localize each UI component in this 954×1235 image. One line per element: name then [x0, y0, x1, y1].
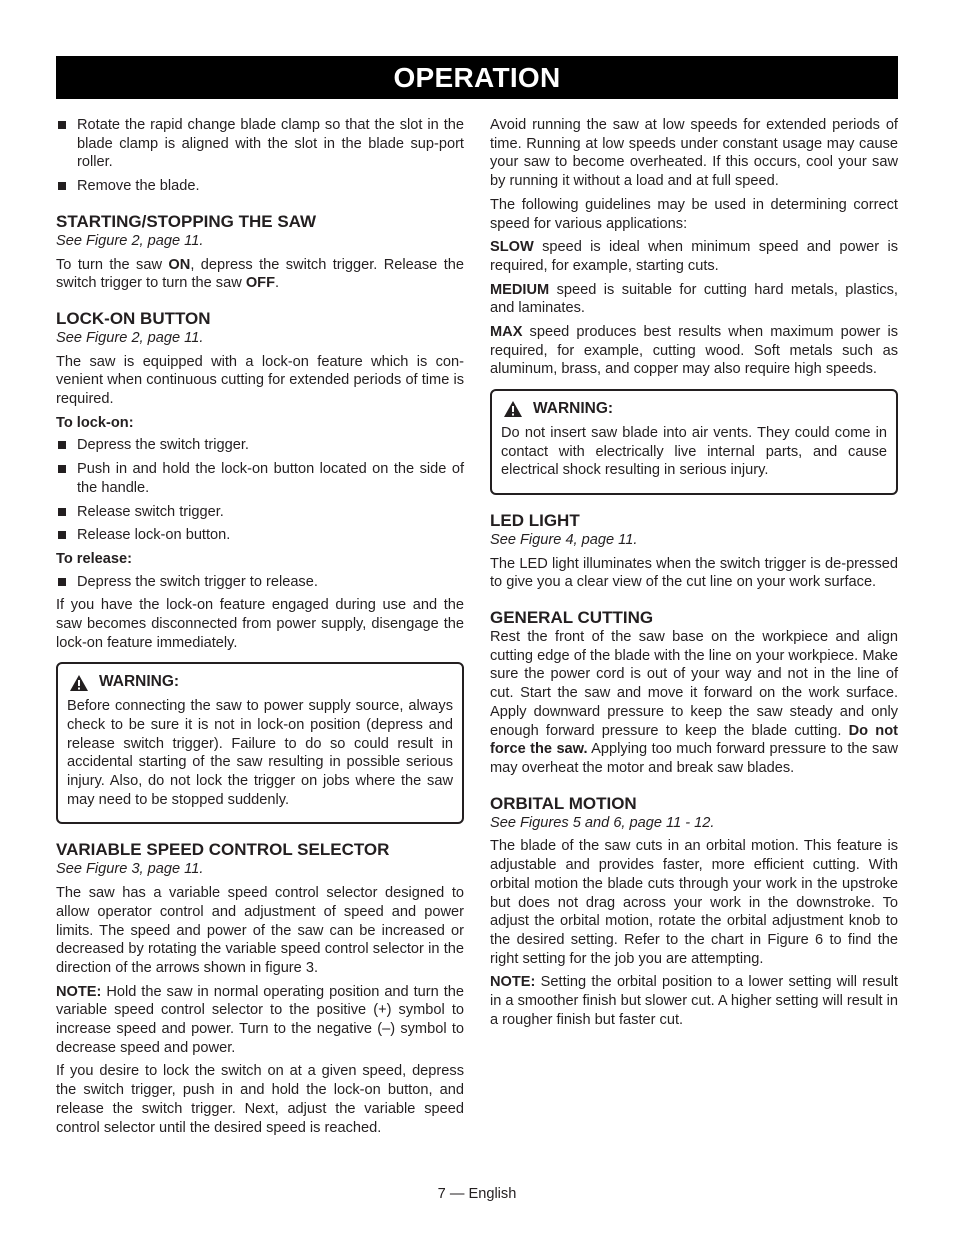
speed-max-paragraph	[490, 323, 898, 379]
bold-term: ON	[168, 256, 191, 273]
warning-header	[501, 400, 887, 419]
speed-label: MAX	[490, 324, 523, 341]
list-item-text: Remove the blade.	[77, 178, 200, 195]
paragraph: The LED light illuminates when the switch trigger is de-pressed to give you a clear view of the cut line on your work surface.	[490, 555, 898, 591]
lock-steps-list	[56, 436, 464, 545]
list-item	[56, 116, 464, 172]
list-item-text: Rotate the rapid change blade clamp so that the slot in the blade clamp is aligned with the slot in the blade sup-port roller.	[77, 117, 464, 171]
release-steps-list	[56, 573, 464, 592]
square-bullet-icon	[58, 465, 66, 473]
paragraph: The saw has a variable speed control selector designed to allow operator control and adjustment of speed and power limits. The speed and power of the saw can be increased or decreased by rotating the variable speed control selector in the direction of the arrows shown in figure 3.	[56, 885, 464, 976]
text-run: speed produces best results when maximum power is required, for example, cutting wood. Soft metals such as aluminum, brass, and copper may also require high speeds.	[490, 324, 898, 378]
subheading-to-lock-on: To lock-on:	[56, 414, 134, 431]
warning-box	[490, 389, 898, 495]
text-run: speed is ideal when minimum speed and power is required, for example, starting cuts.	[490, 239, 898, 274]
section-heading-starting: STARTING/STOPPING THE SAW	[56, 211, 317, 231]
section-heading-led-light: LED LIGHT	[490, 510, 580, 530]
paragraph	[56, 256, 464, 293]
warning-title: WARNING:	[99, 673, 180, 691]
warning-triangle-icon	[503, 400, 523, 418]
square-bullet-icon	[58, 531, 66, 539]
speed-label: SLOW	[490, 239, 534, 256]
subheading-to-release: To release:	[56, 550, 132, 567]
square-bullet-icon	[58, 578, 66, 586]
speed-medium-paragraph	[490, 281, 898, 318]
paragraph: The saw is equipped with a lock-on feature which is con-venient when continuous cutting for extended periods of time is required.	[56, 353, 464, 408]
list-item-text: Depress the switch trigger to release.	[77, 573, 318, 590]
section-heading-orbital-motion: ORBITAL MOTION	[490, 793, 637, 813]
note-text: Hold the saw in normal operating position and turn the variable speed control selector to the positive (+) symbol to increase speed and power. Turn to the negative (–) symbol to decrease speed and power.	[56, 983, 464, 1056]
text-run: .	[275, 275, 280, 292]
speed-label: MEDIUM	[490, 281, 550, 298]
list-item	[56, 526, 464, 545]
paragraph	[490, 628, 898, 778]
list-item	[56, 460, 464, 497]
section-heading-lockon: LOCK-ON BUTTON	[56, 308, 211, 328]
figure-reference: See Figure 3, page 11.	[56, 861, 204, 878]
square-bullet-icon	[58, 508, 66, 516]
text-run: To turn the saw	[56, 256, 169, 273]
list-item-text: Release switch trigger.	[77, 503, 224, 520]
figure-reference: See Figure 2, page 11.	[56, 329, 204, 346]
right-column	[490, 116, 898, 1034]
square-bullet-icon	[58, 182, 66, 190]
warning-text: Do not insert saw blade into air vents. They could come in contact with electrically live internal parts, and cause electrical shock resulting in serious injury.	[501, 424, 887, 479]
list-item-text: Release lock-on button.	[77, 527, 231, 544]
warning-title: WARNING:	[533, 400, 614, 418]
paragraph: The following guidelines may be used in determining correct speed for various applications:	[490, 196, 898, 232]
list-item	[56, 573, 464, 592]
bold-term: Do not force the saw.	[490, 722, 898, 758]
paragraph: If you have the lock-on feature engaged during use and the saw becomes disconnected from power supply, disengage the lock-on feature immediately.	[56, 597, 464, 651]
left-column	[56, 116, 464, 1142]
warning-triangle-icon	[69, 674, 89, 692]
note-label: NOTE:	[56, 983, 102, 1000]
warning-header	[67, 673, 453, 692]
figure-reference: See Figures 5 and 6, page 11 - 12.	[490, 814, 715, 831]
warning-box	[56, 662, 464, 824]
note-paragraph	[490, 973, 898, 1029]
list-item	[56, 503, 464, 522]
paragraph: If you desire to lock the switch on at a given speed, depress the switch trigger, push in and hold the lock-on button, and release the switch trigger. Next, adjust the variable speed control selector until the desired speed is reached.	[56, 1063, 464, 1136]
list-item	[56, 177, 464, 196]
note-text: Setting the orbital position to a lower setting will result in a smoother finish but slower cut. A higher setting will result in a rougher finish but faster cut.	[490, 974, 899, 1028]
square-bullet-icon	[58, 441, 66, 449]
note-paragraph	[56, 983, 464, 1058]
bold-term: OFF	[245, 275, 275, 292]
text-run: Rest the front of the saw base on the workpiece and align cutting edge of the blade with the line on your workpiece. Make sure the power cord is out of your way and not in the line of cut. Start the saw and move it forward on the work surface. Apply downward pressure to keep the saw steady and only enough forward pressure to keep the blade cutting.	[490, 629, 898, 739]
page-title: OPERATION	[56, 56, 898, 99]
speed-slow-paragraph	[490, 238, 898, 275]
text-run: speed is suitable for cutting hard metals, plastics, and laminates.	[490, 281, 898, 317]
warning-text: Before connecting the saw to power supply source, always check to be sure it is not in lock-on position (depress and release switch trigger). Failure to do so could result in accidental starting of the saw resulting in possible serious injury. Also, do not lock the trigger on jobs where the saw may need to be stopped suddenly.	[67, 698, 453, 808]
section-heading-variable-speed: VARIABLE SPEED CONTROL SELECTOR	[56, 840, 390, 860]
list-item-text: Depress the switch trigger.	[77, 437, 249, 454]
note-label: NOTE:	[490, 974, 536, 991]
list-item-text: Push in and hold the lock-on button located on the side of the handle.	[77, 461, 464, 496]
section-heading-general-cutting: GENERAL CUTTING	[490, 608, 654, 628]
text-run: , depress the switch trigger. Release the switch trigger to turn the saw	[56, 256, 464, 292]
text-run: Applying too much forward pressure to the saw may overheat the motor and break saw blades.	[490, 741, 898, 776]
list-item	[56, 436, 464, 455]
page-footer: 7 — English	[437, 1186, 517, 1202]
paragraph: The blade of the saw cuts in an orbital motion. This feature is adjustable and provides faster, more efficient cutting. With orbital motion the blade cuts through your work in the upstroke but does not drag across your work in the downstroke. To adjust the orbital motion, rotate the orbital adjustment knob to the desired setting. Refer to the chart in Figure 6 to find the right setting for the job you are attempting.	[490, 838, 898, 967]
paragraph: Avoid running the saw at low speeds for extended periods of time. Running at low speeds under constant usage may cause your saw to become overheated. If this occurs, cool your saw by running it without a load and at full speed.	[490, 117, 898, 190]
figure-reference: See Figure 4, page 11.	[490, 531, 638, 548]
square-bullet-icon	[58, 121, 66, 129]
intro-bullet-list	[56, 116, 464, 196]
figure-reference: See Figure 2, page 11.	[56, 232, 204, 249]
